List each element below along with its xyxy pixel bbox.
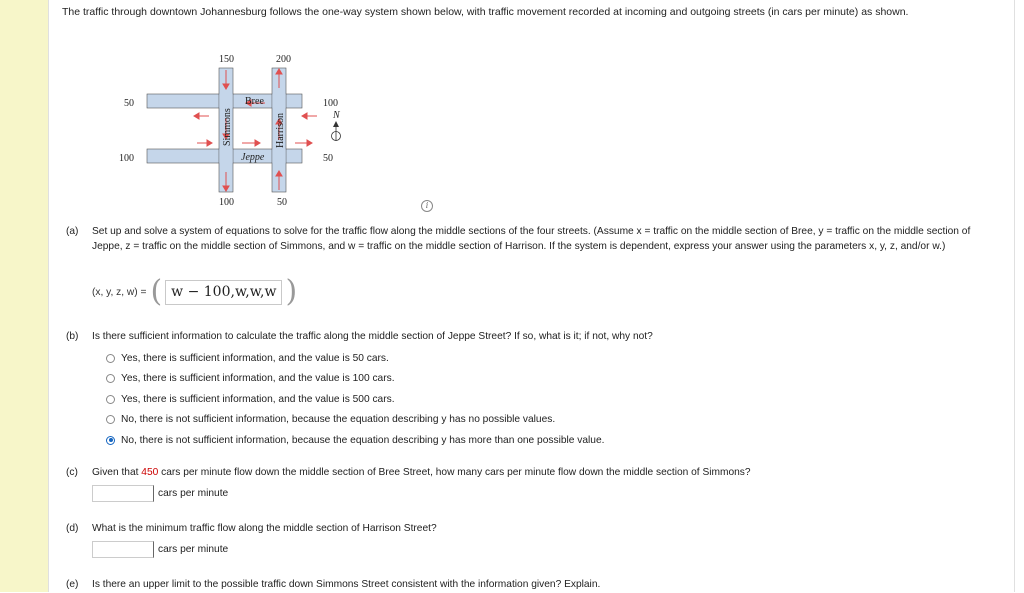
compass-icon xyxy=(332,110,342,141)
option-4[interactable] xyxy=(106,410,604,431)
part-b-text: Is there sufficient information to calculate the traffic along the middle section of Jeppe Street? If so, what is it; if not, why not? xyxy=(92,331,653,342)
street-label-bree: Bree xyxy=(245,96,264,107)
part-c-text-pre: Given that xyxy=(92,467,142,478)
part-c-input[interactable] xyxy=(92,485,154,502)
radio-icon[interactable] xyxy=(106,395,115,404)
option-3[interactable] xyxy=(106,389,604,410)
compass-label: N xyxy=(333,110,340,121)
part-b-options xyxy=(106,348,604,451)
right-paren: ) xyxy=(285,274,298,309)
part-d-text: What is the minimum traffic flow along the middle section of Harrison Street? xyxy=(92,523,437,534)
part-e-label: (e) xyxy=(66,579,79,590)
label-right-bottom: 50 xyxy=(323,153,333,164)
part-c-text-post: cars per minute flow down the middle section of Bree Street, how many cars per minute flow down the middle section of Simmons? xyxy=(158,467,751,478)
label-top-right: 200 xyxy=(276,54,291,65)
option-label: Yes, there is sufficient information, and the value is 100 cars. xyxy=(121,373,395,385)
label-top-left: 150 xyxy=(219,54,234,65)
street-label-jeppe: Jeppe xyxy=(241,152,265,163)
option-1[interactable] xyxy=(106,348,604,369)
part-a-answer-input[interactable]: w − 100,w,w,w xyxy=(165,280,282,305)
label-right-top: 100 xyxy=(323,98,338,109)
flow-arrows xyxy=(194,69,317,191)
part-a-label: (a) xyxy=(66,226,79,237)
street-label-harrison: Harrison xyxy=(275,113,286,148)
part-a-answer-row xyxy=(92,274,298,309)
radio-icon[interactable] xyxy=(106,374,115,383)
info-icon[interactable]: i xyxy=(421,200,433,212)
part-d xyxy=(66,522,1001,537)
part-d-input[interactable] xyxy=(92,541,154,558)
option-5[interactable] xyxy=(106,430,604,451)
option-label: Yes, there is sufficient information, and the value is 500 cars. xyxy=(121,393,395,405)
radio-icon[interactable] xyxy=(106,415,115,424)
part-d-label: (d) xyxy=(66,523,79,534)
part-c xyxy=(66,466,1001,481)
option-label: No, there is not sufficient information, because the equation describing y has no possible values. xyxy=(121,414,556,426)
option-label: No, there is not sufficient information, because the equation describing y has more than one possible value. xyxy=(121,434,605,446)
left-paren: ( xyxy=(150,274,163,309)
part-d-answer-row xyxy=(92,541,228,558)
label-bottom-left: 100 xyxy=(219,197,234,208)
label-bottom-right: 50 xyxy=(277,197,287,208)
intro-text: The traffic through downtown Johannesburg follows the one-way system shown below, with traffic movement recorded at incoming and outgoing streets (in cars per minute) as shown. xyxy=(62,6,909,18)
traffic-diagram xyxy=(117,48,357,208)
part-c-unit: cars per minute xyxy=(158,488,229,499)
part-b-label: (b) xyxy=(66,331,79,342)
part-d-unit: cars per minute xyxy=(158,544,229,555)
label-left-top: 50 xyxy=(124,98,134,109)
left-sidebar xyxy=(0,0,48,592)
option-2[interactable] xyxy=(106,369,604,390)
radio-selected-icon[interactable] xyxy=(106,436,115,445)
question-page xyxy=(48,0,1015,592)
radio-icon[interactable] xyxy=(106,354,115,363)
street-label-simmons: Simmons xyxy=(222,108,233,146)
part-c-answer-row xyxy=(92,485,228,502)
part-a xyxy=(66,225,1001,254)
part-b xyxy=(66,330,1001,345)
part-a-text: Set up and solve a system of equations to solve for the traffic flow along the middle sections of the four streets. (Assume x = traffic on the middle section of Bree, y = traffic on the middle section of Jeppe, z = traffic on the middle section of Simmons, and w = traffic on the middle section of Harrison. If the system is dependent, express your answer using the parameters x, y, z, and/or w.) xyxy=(92,226,971,252)
tuple-label: (x, y, z, w) = xyxy=(92,286,147,298)
part-e-text: Is there an upper limit to the possible traffic down Simmons Street consistent with the information given? Explain. xyxy=(92,579,601,590)
part-e xyxy=(66,578,1001,593)
part-c-value: 450 xyxy=(141,467,159,478)
part-c-label: (c) xyxy=(66,467,78,478)
option-label: Yes, there is sufficient information, and the value is 50 cars. xyxy=(121,352,389,364)
label-left-bottom: 100 xyxy=(119,153,134,164)
